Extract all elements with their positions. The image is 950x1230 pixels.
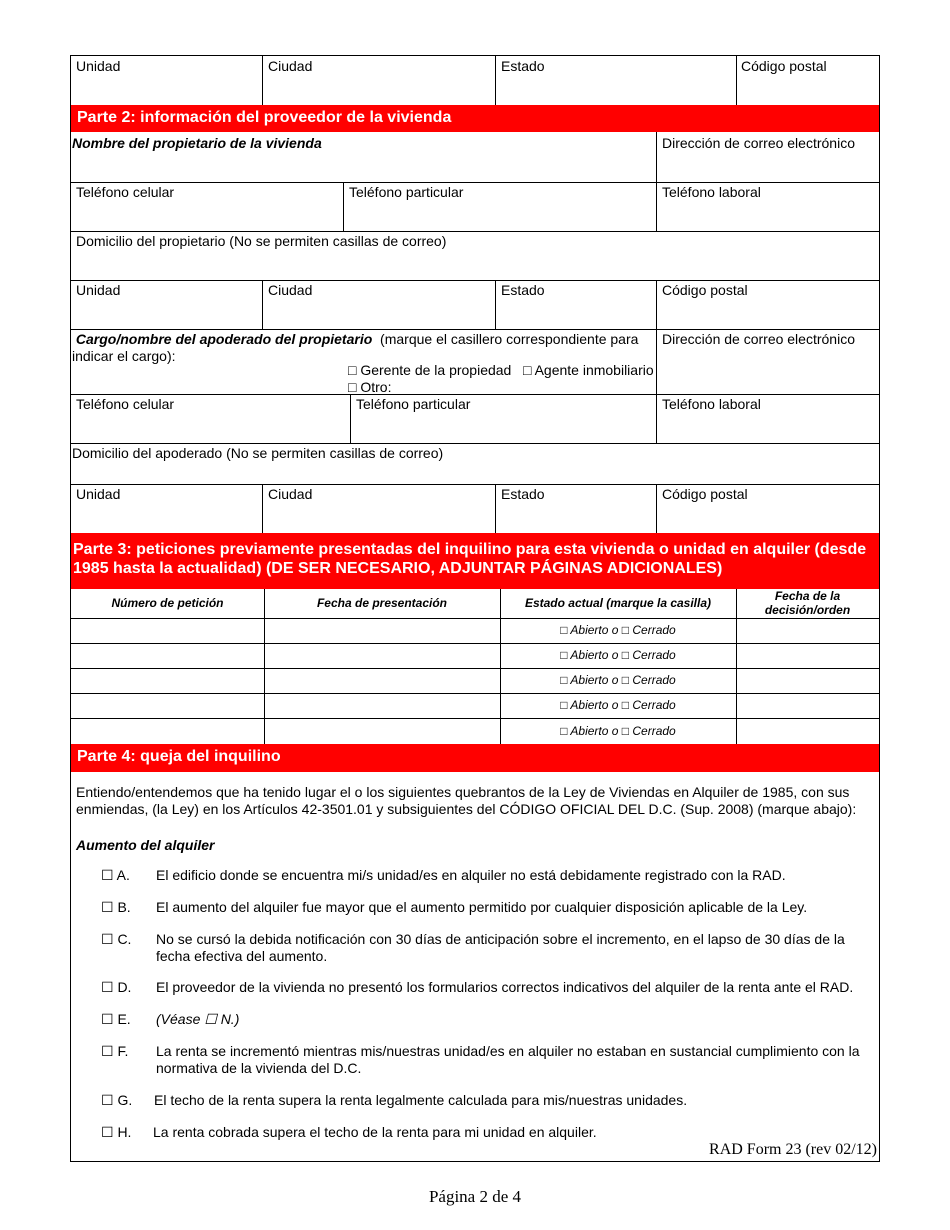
agent-role-label: Cargo/nombre del apoderado del propietario (75, 331, 373, 347)
page-number: Página 2 de 4 (428, 1187, 522, 1206)
status-checkbox-row2[interactable]: □ Abierto o □ Cerrado (560, 648, 676, 662)
city-field[interactable]: Ciudad (268, 58, 313, 74)
agent-address-field[interactable]: Domicilio del apoderado (No se permiten casillas de correo) (72, 445, 444, 461)
rent-increase-subhead: Aumento del alquiler (76, 837, 215, 853)
status-checkbox-row5[interactable]: □ Abierto o □ Cerrado (560, 724, 676, 738)
agent-work-phone[interactable]: Teléfono laboral (662, 396, 761, 412)
owner-cell-phone[interactable]: Teléfono celular (76, 184, 175, 200)
agent-cell-phone[interactable]: Teléfono celular (76, 396, 175, 412)
option-a[interactable]: ☐ A. El edificio donde se encuentra mi/s unidad/es en alquiler no está debidamente registrado con la RAD. (101, 867, 786, 883)
status-checkbox-row1[interactable]: □ Abierto o □ Cerrado (560, 623, 676, 637)
option-g[interactable]: ☐ G. El techo de la renta supera la renta legalmente calculada para mis/nuestras unidades. (101, 1092, 688, 1108)
option-c[interactable]: ☐ C. No se cursó la debida notificación con 30 días de anticipación sobre el incremento, en el lapso de 30 días de la fecha efectiva del aumento. (101, 931, 845, 964)
agent-zip-field[interactable]: Código postal (662, 486, 748, 502)
option-d[interactable]: ☐ D. El proveedor de la vivienda no presentó los formularios correctos indicativos del alquiler de la renta ante el RAD. (101, 979, 854, 995)
owner-work-phone[interactable]: Teléfono laboral (662, 184, 761, 200)
agent-city-field[interactable]: Ciudad (268, 486, 313, 502)
owner-city-field[interactable]: Ciudad (268, 282, 313, 298)
manager-checkbox[interactable]: □ Gerente de la propiedad (348, 362, 512, 378)
owner-unit-field[interactable]: Unidad (76, 282, 121, 298)
decision-date-header: Fecha de la decisión/orden (764, 589, 851, 617)
owner-zip-field[interactable]: Código postal (662, 282, 748, 298)
owner-email-field[interactable]: Dirección de correo electrónico (662, 135, 855, 151)
form-id: RAD Form 23 (rev 02/12) (709, 1141, 877, 1158)
agent-email-field[interactable]: Dirección de correo electrónico (662, 331, 855, 347)
status-checkbox-row3[interactable]: □ Abierto o □ Cerrado (560, 673, 676, 687)
option-h[interactable]: ☐ H. La renta cobrada supera el techo de la renta para mi unidad en alquiler. (101, 1124, 597, 1140)
zip-field[interactable]: Código postal (741, 58, 827, 74)
unit-field[interactable]: Unidad (76, 58, 121, 74)
owner-address-field[interactable]: Domicilio del propietario (No se permiten casillas de correo) (76, 233, 447, 249)
filing-date-header: Fecha de presentación (316, 596, 448, 610)
option-e[interactable]: ☐ E. (Véase ☐ N.) (101, 1011, 240, 1027)
part2-header: Parte 2: información del proveedor de la vivienda (71, 105, 879, 132)
option-b[interactable]: ☐ B. El aumento del alquiler fue mayor que el aumento permitido por cualquier disposición aplicable de la Ley. (101, 899, 808, 915)
agent-home-phone[interactable]: Teléfono particular (356, 396, 471, 412)
owner-name-field[interactable]: Nombre del propietario de la vivienda (72, 135, 322, 151)
agent-state-field[interactable]: Estado (501, 486, 545, 502)
part3-header: Parte 3: peticiones previamente presentadas del inquilino para esta vivienda o unidad en alquiler (desde 1985 hasta la actualidad) (DE SER NECESARIO, ADJUNTAR PÁGINAS ADICIONALES) (71, 533, 879, 589)
option-f[interactable]: ☐ F. La renta se incrementó mientras mis/nuestras unidad/es en alquiler no estaban en sustancial cumplimiento con la normativa de la vivienda del D.C. (101, 1043, 860, 1076)
status-header: Estado actual (marque la casilla) (524, 596, 712, 610)
part4-intro: Entiendo/entendemos que ha tenido lugar el o los siguientes quebrantos de la Ley de Viviendas en Alquiler de 1985, con sus enmiendas, (la Ley) en los Artículos 42-3501.01 y subsiguientes del CÓDIGO OFICIAL DEL D.C. (Sup. 2008) (marque abajo): (76, 784, 857, 817)
state-field[interactable]: Estado (501, 58, 545, 74)
part4-header: Parte 4: queja del inquilino (71, 744, 879, 772)
agent-role-instructions: (marque el casillero correspondiente para indicar el cargo): (72, 331, 639, 364)
form-frame (70, 55, 880, 1162)
status-checkbox-row4[interactable]: □ Abierto o □ Cerrado (560, 698, 676, 712)
petition-number-header: Número de petición (111, 596, 224, 610)
owner-home-phone[interactable]: Teléfono particular (349, 184, 464, 200)
owner-state-field[interactable]: Estado (501, 282, 545, 298)
agent-checkbox[interactable]: □ Agente inmobiliario (523, 362, 654, 378)
agent-unit-field[interactable]: Unidad (76, 486, 121, 502)
other-checkbox[interactable]: □ Otro: ___________________________ (348, 379, 606, 395)
